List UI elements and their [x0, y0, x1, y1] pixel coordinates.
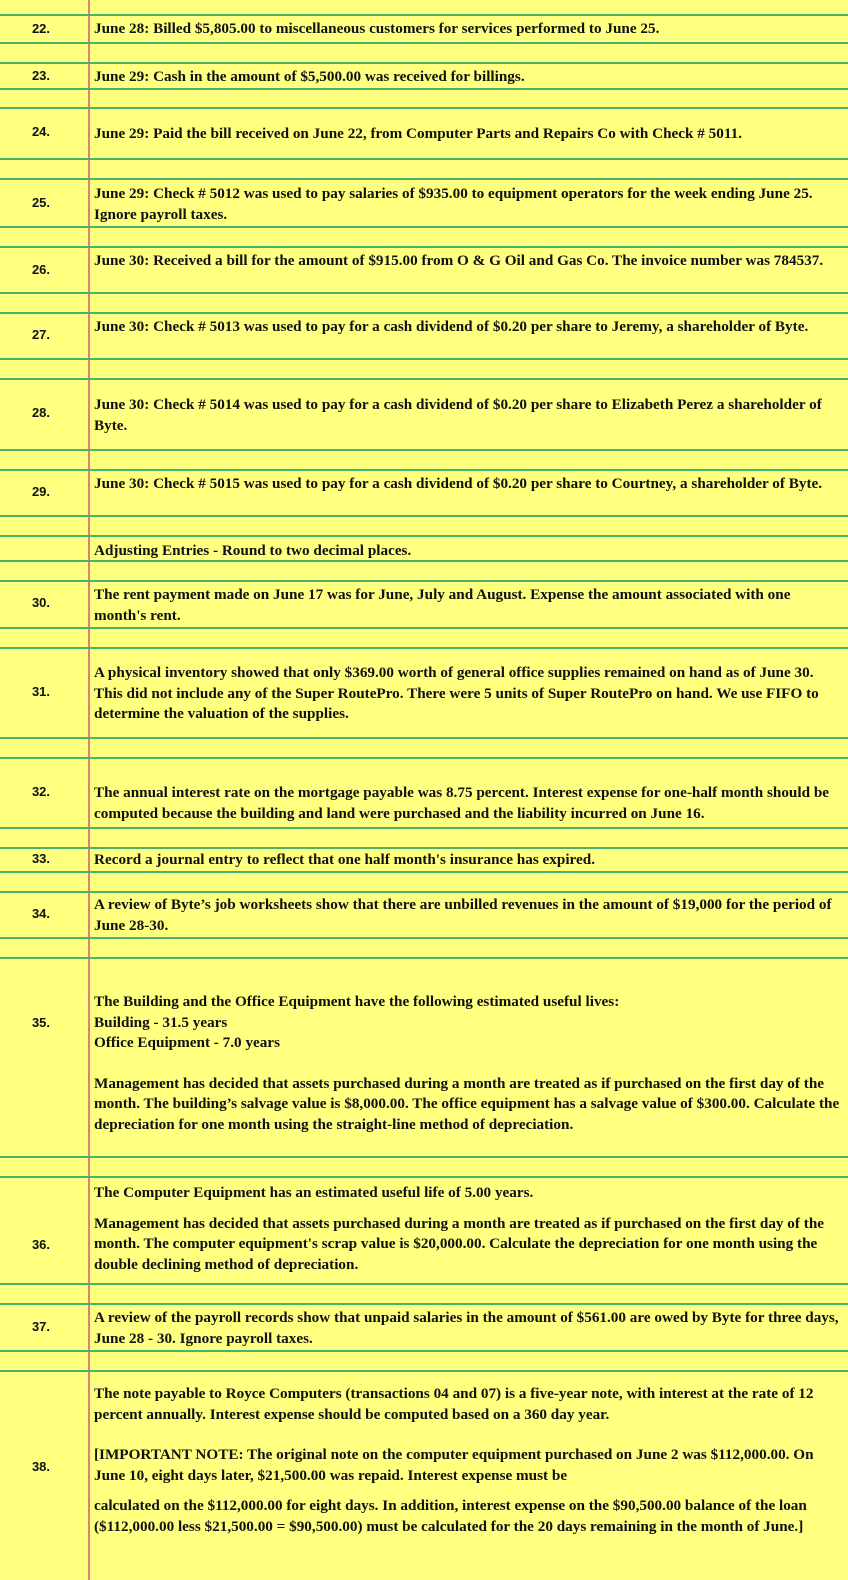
- column-divider: [88, 0, 90, 1580]
- row-text: June 28: Billed $5,805.00 to miscellaneous customers for services performed to June 25.: [94, 20, 660, 37]
- row-text: June 29: Check # 5012 was used to pay salaries of $935.00 to equipment operators for the week ending June 25. Ignore payroll taxes.: [94, 185, 813, 223]
- row-number: 31.: [31, 684, 51, 699]
- row-divider: [0, 580, 848, 582]
- row-number: 28.: [31, 405, 51, 420]
- row-text: June 29: Paid the bill received on June 22, from Computer Parts and Repairs Co with Check # 5011.: [94, 125, 742, 142]
- row-divider: [0, 535, 848, 537]
- row-divider: [0, 737, 848, 739]
- row-divider: [0, 42, 848, 44]
- row-text: The Building and the Office Equipment have the following estimated useful lives: Building - 31.5 years Office Equipment - 7.0 years Management has decided that assets purchased during a month are treated as if purchased on the first day of the month. The building’s salvage value is $8,000.00. The office equipment has a salvage value of $300.00. Calculate the depreciation for one month using the straight-line method of depreciation.: [94, 993, 840, 1133]
- row-number: 34.: [31, 906, 51, 921]
- section-heading: Adjusting Entries - Round to two decimal places.: [94, 542, 412, 559]
- row-divider: [0, 957, 848, 959]
- row-divider: [0, 847, 848, 849]
- row-divider: [0, 891, 848, 893]
- row-divider: [0, 358, 848, 360]
- row-text: The Computer Equipment has an estimated useful life of 5.00 years. Management has decided that assets purchased during a month are treated as if purchased on the first day of the month. The computer equipment's scrap value is $20,000.00. Calculate the depreciation for one month using the double declining method of depreciation.: [94, 1184, 825, 1273]
- row-number: 35.: [31, 1015, 51, 1030]
- row-divider: [0, 226, 848, 228]
- row-number: 23.: [31, 68, 51, 83]
- row-number: 38.: [31, 1459, 51, 1474]
- row-divider: [0, 937, 848, 939]
- row-divider: [0, 515, 848, 517]
- row-number: 27.: [31, 327, 51, 342]
- row-text: June 29: Cash in the amount of $5,500.00 was received for billings.: [94, 68, 525, 85]
- row-divider: [0, 1176, 848, 1178]
- row-text: Record a journal entry to reflect that one half month's insurance has expired.: [94, 851, 596, 868]
- row-text: The annual interest rate on the mortgage payable was 8.75 percent. Interest expense for one-half month should be computed because the building and land were purchased and the liability incurred on June 16.: [94, 784, 830, 822]
- row-divider: [0, 757, 848, 759]
- row-divider: [0, 1283, 848, 1285]
- row-divider: [0, 871, 848, 873]
- row-text: A review of Byte’s job worksheets show that there are unbilled revenues in the amount of $19,000 for the period of June 28-30.: [94, 896, 832, 934]
- row-number: 33.: [31, 851, 51, 866]
- row-number: 29.: [31, 484, 51, 499]
- row-number: 22.: [31, 21, 51, 36]
- row-number: 25.: [31, 195, 51, 210]
- row-divider: [0, 158, 848, 160]
- row-number: 37.: [31, 1319, 51, 1334]
- row-text: June 30: Check # 5013 was used to pay for a cash dividend of $0.20 per share to Jeremy, a shareholder of Byte.: [94, 318, 809, 335]
- row-divider: [0, 1303, 848, 1305]
- row-text: The rent payment made on June 17 was for June, July and August. Expense the amount associated with one month's rent.: [94, 586, 791, 624]
- row-divider: [0, 62, 848, 64]
- row-divider: [0, 449, 848, 451]
- row-divider: [0, 246, 848, 248]
- row-divider: [0, 107, 848, 109]
- row-divider: [0, 178, 848, 180]
- row-divider: [0, 1156, 848, 1158]
- row-number: 30.: [31, 595, 51, 610]
- row-text: A review of the payroll records show that unpaid salaries in the amount of $561.00 are owed by Byte for three days, June 28 - 30. Ignore payroll taxes.: [94, 1309, 839, 1347]
- row-text: June 30: Check # 5014 was used to pay for a cash dividend of $0.20 per share to Elizabeth Perez a shareholder of Byte.: [94, 396, 822, 434]
- row-divider: [0, 312, 848, 314]
- row-number: 36.: [31, 1237, 51, 1252]
- row-number: 32.: [31, 784, 51, 799]
- row-divider: [0, 378, 848, 380]
- row-divider: [0, 827, 848, 829]
- row-text: The note payable to Royce Computers (transactions 04 and 07) is a five-year note, with interest at the rate of 12 percent annually. Interest expense should be computed based on a 360 day year. [IMPORTANT NOTE: The original note on the computer equipment purchased on June 2 was $112,000.00. On June 10, eight days later, $21,500.00 was repaid. Interest expense must be calculated on the $112,000.00 for eight days. In addition, interest expense on the $90,500.00 balance of the loan ($112,000.00 less $21,500.00 = $90,500.00) must be calculated for the 20 days remaining in the month of June.]: [94, 1385, 814, 1535]
- row-divider: [0, 627, 848, 629]
- row-divider: [0, 88, 848, 90]
- row-divider: [0, 14, 848, 16]
- row-text: June 30: Check # 5015 was used to pay for a cash dividend of $0.20 per share to Courtney, a shareholder of Byte.: [94, 475, 823, 492]
- row-divider: [0, 292, 848, 294]
- row-divider: [0, 1350, 848, 1352]
- row-number: 24.: [31, 124, 51, 139]
- row-divider: [0, 469, 848, 471]
- row-divider: [0, 1370, 848, 1372]
- row-text: June 30: Received a bill for the amount of $915.00 from O & G Oil and Gas Co. The invoice number was 784537.: [94, 252, 824, 269]
- row-number: 26.: [31, 262, 51, 277]
- row-divider: [0, 647, 848, 649]
- row-text: A physical inventory showed that only $369.00 worth of general office supplies remained on hand as of June 30. This did not include any of the Super RoutePro. There were 5 units of Super RoutePro on hand. We use FIFO to determine the valuation of the supplies.: [94, 664, 819, 722]
